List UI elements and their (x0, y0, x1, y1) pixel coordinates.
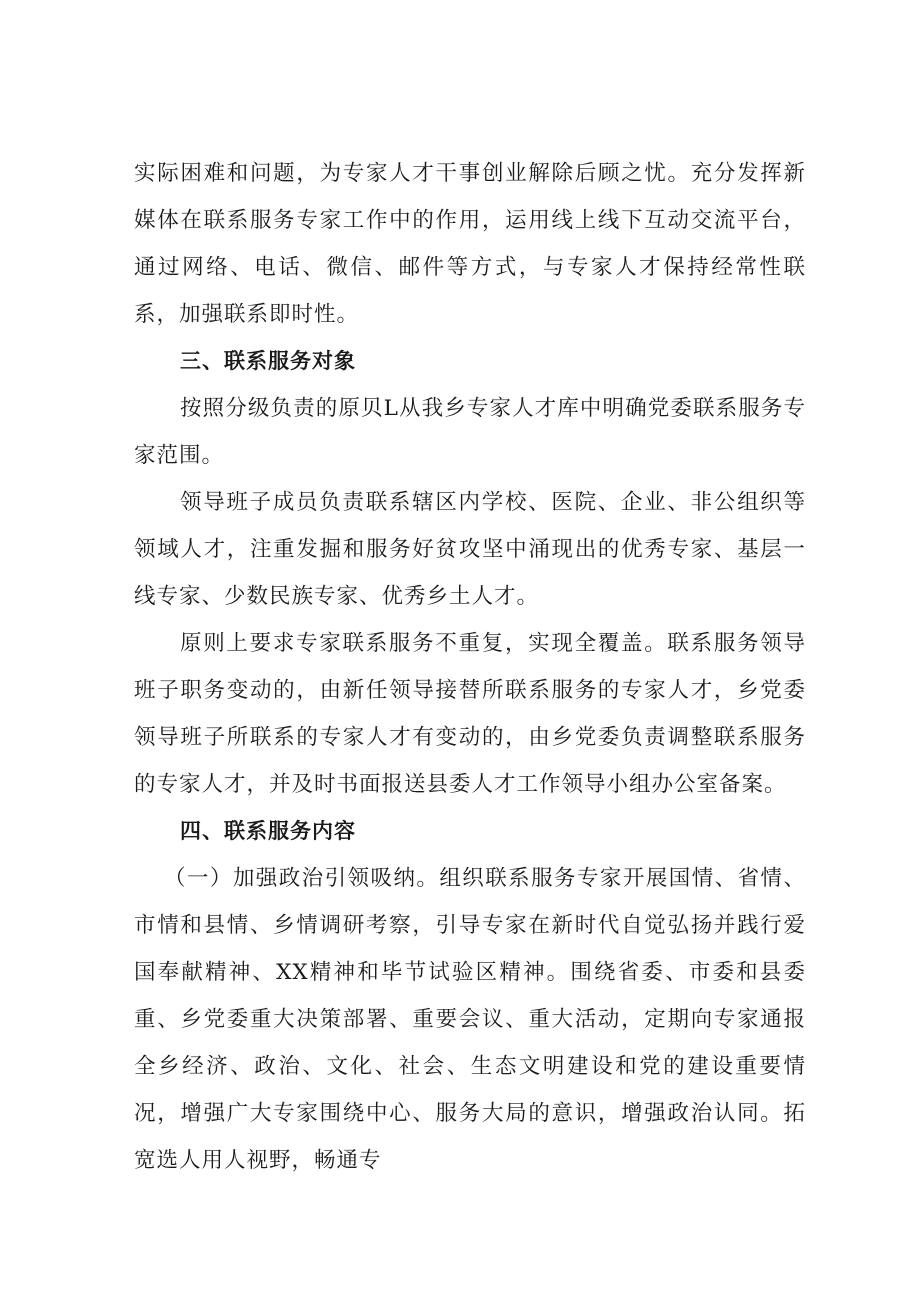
paragraph-political-guidance: （一）加强政治引领吸纳。组织联系服务专家开展国情、省情、市情和县情、乡情调研考察，引导专家在新时代自觉弘扬并践行爱国奉献精神、XX精神和毕节试验区精神。围绕省委、市委和县委重、乡党委重大决策部署、重要会议、重大活动，定期向专家通报全乡经济、政治、文化、社会、生态文明建设和党的建设重要情况，增强广大专家围绕中心、服务大局的意识，增强政治认同。拓宽选人用人视野，畅通专 (134, 866, 806, 1173)
document-body (134, 150, 806, 1184)
section-heading-4: 四、联系服务内容 (180, 819, 356, 843)
paragraph-continuation: 实际困难和问题，为专家人才干事创业解除后顾之忧。充分发挥新媒体在联系服务专家工作中的作用，运用线上线下互动交流平台，通过网络、电话、微信、邮件等方式，与专家人才保持经常性联系，加强联系即时性。 (134, 161, 806, 327)
section-heading-3: 三、联系服务对象 (180, 349, 356, 373)
paragraph-leadership: 领导班子成员负责联系辖区内学校、医院、企业、非公组织等领域人才，注重发掘和服务好贫攻坚中涌现出的优秀专家、基层一线专家、少数民族专家、优秀乡土人才。 (134, 490, 806, 609)
paragraph-principle: 按照分级负责的原贝L从我乡专家人才库中明确党委联系服务专家范围。 (134, 396, 806, 468)
paragraph-coverage: 原则上要求专家联系服务不重复，实现全覆盖。联系服务领导班子职务变动的，由新任领导接替所联系服务的专家人才，乡党委领导班子所联系的专家人才有变动的，由乡党委负责调整联系服务的专家人才，并及时书面报送县委人才工作领导小组办公室备案。 (134, 631, 806, 797)
